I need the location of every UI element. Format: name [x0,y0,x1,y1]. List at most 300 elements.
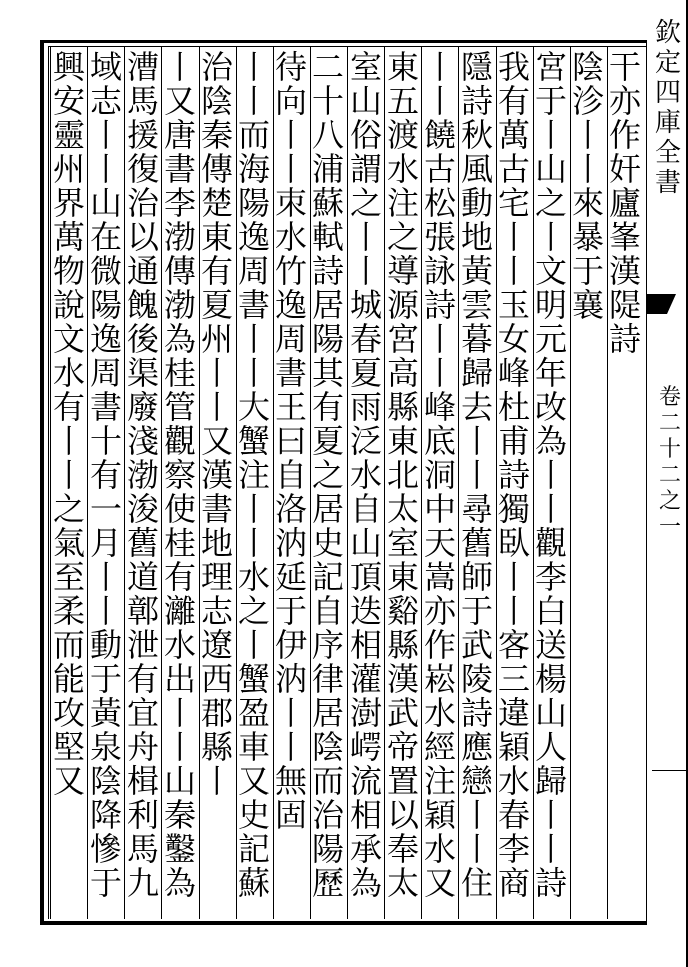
text-char: 渠 [126,356,159,390]
text-char: 萬 [52,220,85,254]
text-char: 山 [349,526,382,560]
text-char: 于 [534,84,567,118]
text-char: 陽 [89,288,122,322]
text-char: 太 [386,866,419,900]
text-char: 襄 [571,288,604,322]
text-char: 記 [311,560,344,594]
margin-title-char: 全 [654,138,681,168]
text-char: 丨 [89,594,122,628]
text-char: 王 [274,390,307,424]
text-char: 固 [274,798,307,832]
text-char: 洛 [274,492,307,526]
text-char: 廬 [608,186,641,220]
text-char: 自 [311,594,344,628]
text-char: 觀 [534,526,567,560]
text-char: 降 [89,798,122,832]
text-char: 之 [534,186,567,220]
text-char: 水 [423,696,456,730]
margin-title-char: 庫 [654,108,681,138]
text-char: 宮 [386,322,419,356]
text-char: 丨 [534,220,567,254]
text-char: 宅 [497,186,530,220]
text-column [346,50,386,900]
text-char: 有 [497,84,530,118]
text-char: 詩 [460,696,493,730]
text-column [605,50,645,356]
text-char: 又 [200,424,233,458]
text-char: 于 [274,594,307,628]
text-char: 月 [89,526,122,560]
text-char: 年 [534,356,567,390]
text-char: 治 [311,798,344,832]
text-char: 東 [386,50,419,84]
text-char: 縣 [386,390,419,424]
text-char: 之 [237,594,270,628]
margin-tick [652,770,686,771]
text-char: 丨 [89,560,122,594]
text-char: 丨 [52,458,85,492]
text-char: 丨 [423,50,456,84]
margin-volume-char: 卷 [658,385,681,410]
text-char: 灕 [163,594,196,628]
text-char: 山 [163,764,196,798]
text-char: 為 [163,322,196,356]
text-char: 東 [386,560,419,594]
text-char: 渡 [386,118,419,152]
text-char: 楚 [200,186,233,220]
text-char: 文 [534,254,567,288]
text-char: 逸 [237,220,270,254]
text-char: 奉 [386,832,419,866]
text-char: 春 [349,322,382,356]
text-char: 違 [497,696,530,730]
text-char: 志 [89,84,122,118]
text-char: 李 [534,560,567,594]
text-char: 峯 [608,220,641,254]
text-char: 渤 [163,288,196,322]
text-char: 律 [311,662,344,696]
text-char: 丨 [163,50,196,84]
text-char: 渤 [126,458,159,492]
text-char: 而 [311,764,344,798]
text-char: 臥 [497,526,530,560]
text-char: 天 [423,526,456,560]
text-char: 書 [89,390,122,424]
text-char: 舊 [126,526,159,560]
text-char: 一 [89,492,122,526]
text-char: 尋 [460,492,493,526]
text-char: 夏 [349,356,382,390]
text-char: 陵 [460,662,493,696]
text-char: 浦 [311,152,344,186]
text-char: 詩 [423,288,456,322]
text-char: 唐 [163,118,196,152]
text-char: 底 [423,424,456,458]
text-char: 堅 [52,730,85,764]
text-char: 宜 [126,696,159,730]
text-char: 出 [163,662,196,696]
text-char: 丨 [52,424,85,458]
text-char: 馬 [126,84,159,118]
text-char: 治 [126,186,159,220]
text-char: 陰 [89,764,122,798]
text-char: 古 [423,152,456,186]
text-char: 復 [126,152,159,186]
text-char: 澍 [349,696,382,730]
text-char: 詩 [497,458,530,492]
text-char: 灌 [349,662,382,696]
text-char: 有 [311,390,344,424]
text-char: 舟 [126,730,159,764]
text-char: 觀 [163,424,196,458]
text-char: 俗 [349,118,382,152]
text-char: 興 [52,50,85,84]
text-char: 陰 [200,84,233,118]
text-char: 丨 [423,356,456,390]
text-char: 書 [237,288,270,322]
text-char: 崧 [423,662,456,696]
text-char: 詩 [311,254,344,288]
text-char: 太 [386,492,419,526]
text-char: 暮 [460,322,493,356]
text-char: 丨 [274,152,307,186]
text-char: 又 [163,84,196,118]
text-char: 居 [311,288,344,322]
text-char: 傳 [163,254,196,288]
text-char: 楊 [534,662,567,696]
text-char: 東 [386,424,419,458]
text-char: 師 [460,560,493,594]
text-char: 水 [237,560,270,594]
text-char: 丨 [534,798,567,832]
text-char: 序 [311,628,344,662]
text-char: 傳 [200,152,233,186]
text-column [49,50,89,798]
text-char: 送 [534,628,567,662]
text-char: 攻 [52,696,85,730]
text-column [420,50,460,900]
margin-book-title [652,18,684,198]
text-char: 饒 [423,118,456,152]
text-char: 水 [349,458,382,492]
text-char: 利 [126,798,159,832]
text-char: 桂 [163,356,196,390]
text-char: 宮 [534,50,567,84]
text-char: 氣 [52,526,85,560]
text-char: 暴 [571,220,604,254]
text-char: 九 [126,866,159,900]
text-char: 歸 [534,764,567,798]
text-char: 書 [163,152,196,186]
text-char: 室 [349,50,382,84]
text-char: 慘 [89,832,122,866]
text-char: 頂 [349,560,382,594]
text-char: 玉 [497,288,530,322]
text-char: 丨 [237,628,270,662]
text-char: 鄣 [126,594,159,628]
text-char: 丨 [89,152,122,186]
text-char: 武 [386,696,419,730]
text-char: 書 [274,356,307,390]
text-char: 獨 [497,492,530,526]
text-char: 水 [52,356,85,390]
text-char: 以 [126,220,159,254]
text-char: 張 [423,220,456,254]
text-char: 承 [349,832,382,866]
text-char: 黃 [460,254,493,288]
text-char: 注 [423,764,456,798]
text-char: 鑿 [163,832,196,866]
margin-volume-char: 二 [658,411,681,436]
text-char: 丨 [497,594,530,628]
text-char: 山 [534,696,567,730]
text-char: 大 [237,390,270,424]
text-char: 軾 [311,220,344,254]
text-char: 奸 [608,152,641,186]
text-char: 李 [163,186,196,220]
text-char: 之 [52,492,85,526]
text-char: 無 [274,764,307,798]
text-char: 丨 [237,526,270,560]
text-char: 源 [386,288,419,322]
text-char: 雨 [349,390,382,424]
text-char: 丨 [237,50,270,84]
text-char: 延 [274,560,307,594]
text-char: 理 [200,560,233,594]
text-column [271,50,311,832]
text-char: 十 [89,424,122,458]
margin-title-char: 書 [654,168,681,198]
margin-volume-char: 之 [658,489,681,514]
text-char: 丨 [274,730,307,764]
text-char: 白 [534,594,567,628]
text-char: 于 [89,662,122,696]
text-char: 松 [423,186,456,220]
text-char: 史 [237,798,270,832]
text-char: 陽 [311,832,344,866]
text-char: 盈 [237,696,270,730]
text-char: 隱 [460,50,493,84]
text-char: 雲 [460,288,493,322]
text-char: 嵩 [423,560,456,594]
text-char: 相 [349,798,382,832]
text-char: 丨 [534,832,567,866]
text-char: 沴 [571,84,604,118]
text-char: 相 [349,628,382,662]
text-char: 丨 [237,356,270,390]
text-char: 丨 [163,730,196,764]
text-column [494,50,534,900]
text-char: 谿 [386,594,419,628]
text-char: 安 [52,84,85,118]
text-char: 曰 [274,424,307,458]
text-char: 作 [423,628,456,662]
text-char: 客 [497,628,530,662]
text-char: 漢 [386,662,419,696]
text-char: 丨 [534,492,567,526]
text-char: 而 [237,118,270,152]
text-char: 經 [423,730,456,764]
text-char: 丨 [349,254,382,288]
text-char: 為 [534,424,567,458]
text-char: 東 [200,220,233,254]
text-char: 靈 [52,118,85,152]
text-char: 蘇 [311,186,344,220]
text-char: 高 [386,356,419,390]
text-char: 謂 [349,152,382,186]
text-char: 又 [52,764,85,798]
text-char: 丨 [200,390,233,424]
text-char: 微 [89,254,122,288]
text-char: 說 [52,288,85,322]
text-char: 為 [349,866,382,900]
text-char: 詩 [460,84,493,118]
text-char: 于 [89,866,122,900]
text-char: 州 [52,152,85,186]
text-char: 朿 [274,186,307,220]
text-char: 風 [460,152,493,186]
text-column [383,50,423,900]
text-char: 之 [311,458,344,492]
text-char: 郡 [200,696,233,730]
text-char: 有 [200,254,233,288]
margin-title-char: 定 [654,48,681,78]
margin-title-char: 欽 [654,18,681,48]
text-char: 管 [163,390,196,424]
text-char: 陽 [237,186,270,220]
text-char: 詩 [534,866,567,900]
text-char: 元 [534,322,567,356]
text-char: 亦 [608,84,641,118]
text-char: 丨 [200,356,233,390]
text-char: 有 [89,458,122,492]
text-char: 穎 [497,730,530,764]
text-char: 道 [126,560,159,594]
text-char: 漕 [126,50,159,84]
text-char: 于 [571,254,604,288]
text-char: 改 [534,390,567,424]
text-char: 縣 [200,730,233,764]
text-char: 住 [460,866,493,900]
margin-divider [646,40,647,925]
text-char: 十 [311,84,344,118]
text-char: 地 [460,220,493,254]
text-char: 又 [237,764,270,798]
text-char: 丨 [534,118,567,152]
text-char: 八 [311,118,344,152]
text-char: 明 [534,288,567,322]
text-char: 杜 [497,390,530,424]
text-char: 戀 [460,764,493,798]
text-char: 史 [311,526,344,560]
text-char: 後 [126,322,159,356]
text-char: 自 [349,492,382,526]
text-char: 蟹 [237,424,270,458]
text-char: 有 [126,662,159,696]
text-char: 界 [52,186,85,220]
text-char: 為 [163,866,196,900]
text-char: 帝 [386,730,419,764]
text-char: 域 [89,50,122,84]
text-char: 山 [89,186,122,220]
text-char: 志 [200,594,233,628]
text-char: 山 [534,152,567,186]
text-char: 舊 [460,526,493,560]
text-char: 周 [237,254,270,288]
text-char: 我 [497,50,530,84]
text-column [531,50,571,900]
text-char: 歷 [311,866,344,900]
text-char: 泉 [89,730,122,764]
margin-title-char: 四 [654,78,681,108]
text-char: 餽 [126,288,159,322]
text-char: 丨 [237,322,270,356]
text-char: 廢 [126,390,159,424]
text-char: 水 [274,220,307,254]
text-char: 丨 [571,118,604,152]
text-char: 流 [349,764,382,798]
text-char: 室 [386,526,419,560]
text-char: 丨 [534,458,567,492]
text-char: 城 [349,288,382,322]
text-char: 注 [386,186,419,220]
text-char: 陰 [571,50,604,84]
text-char: 丨 [274,696,307,730]
text-char: 北 [386,458,419,492]
text-char: 蟹 [237,662,270,696]
text-char: 自 [274,458,307,492]
margin-volume [656,385,684,541]
text-char: 以 [386,798,419,832]
text-column [234,50,274,900]
text-char: 文 [52,322,85,356]
text-char: 三 [497,662,530,696]
text-char: 能 [52,662,85,696]
text-char: 丨 [200,764,233,798]
margin-volume-char: 一 [658,515,681,540]
text-char: 崿 [349,730,382,764]
text-char: 中 [423,492,456,526]
text-char: 楫 [126,764,159,798]
text-char: 丨 [163,696,196,730]
text-char: 陽 [311,322,344,356]
text-char: 詠 [423,254,456,288]
text-char: 水 [386,152,419,186]
text-char: 通 [126,254,159,288]
text-char: 縣 [386,628,419,662]
text-char: 物 [52,254,85,288]
text-char: 洞 [423,458,456,492]
text-char: 汭 [274,662,307,696]
text-column [568,50,608,322]
text-char: 居 [311,696,344,730]
text-column [160,50,200,900]
text-char: 丨 [460,798,493,832]
fishtail-mark [646,294,676,314]
text-char: 西 [200,662,233,696]
text-char: 黃 [89,696,122,730]
text-char: 浚 [126,492,159,526]
text-char: 水 [163,628,196,662]
text-char: 其 [311,356,344,390]
text-column [197,50,237,798]
text-char: 秦 [200,118,233,152]
margin-volume-char: 二 [658,463,681,488]
text-char: 動 [89,628,122,662]
margin-volume-char: 十 [658,437,681,462]
text-char: 有 [52,390,85,424]
text-char: 注 [237,458,270,492]
